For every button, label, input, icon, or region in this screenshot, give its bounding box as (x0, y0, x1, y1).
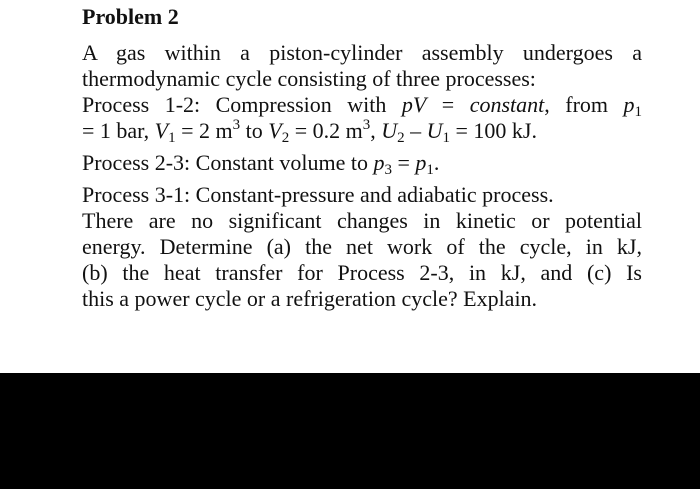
question-line-3: (b) the heat transfer for Process 2-3, in kJ, and (c) Is (82, 260, 642, 285)
question-line-2: energy. Determine (a) the net work of the cycle, in kJ, (82, 234, 642, 259)
v1-subscript: 1 (168, 130, 176, 146)
period: . (433, 150, 440, 175)
question-line-4: this a power cycle or a refrigeration cycle? Explain. (82, 286, 538, 311)
v-symbol: V (154, 118, 169, 143)
p3-symbol: p (373, 150, 385, 175)
p1-symbol: p (415, 150, 427, 175)
process-3-1-line: Process 3-1: Constant-pressure and adiabatic process. (82, 182, 554, 207)
cubic-superscript: 3 (232, 117, 241, 133)
problem-text (82, 4, 642, 312)
u1-subscript: 1 (442, 130, 450, 146)
equals-sign: = (426, 92, 470, 117)
process-1-2-line-1 (82, 92, 642, 118)
process-2-3-label: Process 2-3: Constant volume to (82, 150, 374, 175)
pressure-value: = 1 bar, (82, 118, 155, 143)
process-1-2-label: Process 1-2: Compression with (82, 92, 402, 117)
v2-subscript: 2 (281, 130, 290, 146)
problem-intro (82, 40, 642, 144)
to-word: to (240, 118, 269, 143)
problem-title: Problem 2 (82, 4, 179, 29)
p3-subscript: 3 (384, 162, 392, 178)
p-symbol: p (623, 92, 635, 117)
u1-symbol: U (426, 118, 443, 143)
black-bar (0, 373, 700, 489)
v2-value: = 0.2 m (289, 118, 363, 143)
intro-line-2: thermodynamic cycle consisting of three processes: (82, 66, 536, 91)
process-1-2-line-2 (82, 118, 642, 144)
pv-symbol: pV (401, 92, 427, 117)
u2-symbol: U (381, 118, 398, 143)
intro-line-1: A gas within a piston-cylinder assembly undergoes a (82, 40, 642, 65)
equals-sign-2: = (391, 150, 416, 175)
from-word: , from (544, 92, 624, 117)
cubic-superscript-2: 3 (362, 117, 371, 133)
process-3-1-and-question (82, 182, 642, 312)
v2-symbol: V (268, 118, 282, 143)
v1-value: = 2 m (175, 118, 233, 143)
constant-word: constant (469, 92, 545, 117)
process-2-3-line (82, 150, 642, 176)
comma: , (370, 118, 382, 143)
p1-subscript-2: 1 (426, 162, 434, 178)
p1-subscript: 1 (634, 104, 642, 120)
process-2-3 (82, 150, 642, 176)
energy-value: = 100 kJ. (450, 118, 537, 143)
u2-subscript: 2 (397, 130, 405, 146)
minus-sign: – (404, 118, 427, 143)
question-line-1: There are no significant changes in kinetic or potential (82, 208, 642, 233)
